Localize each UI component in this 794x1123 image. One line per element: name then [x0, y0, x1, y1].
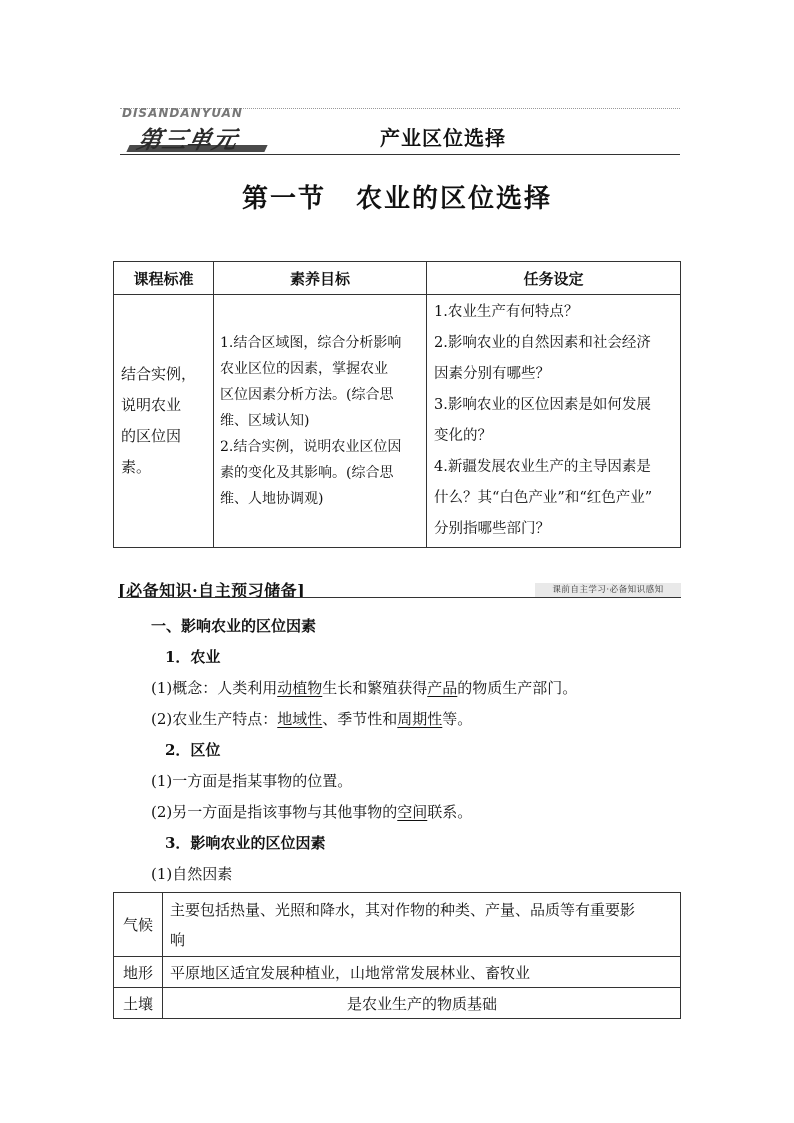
factor-key: 土壤	[114, 988, 163, 1019]
unit-label: 第三单元	[134, 126, 241, 154]
text-run: (2)农业生产特点：	[151, 710, 278, 728]
factor-line: 响	[170, 930, 186, 949]
text-run: (1)概念：人类利用	[151, 679, 278, 697]
knowledge-tag: 课前自主学习·必备知识感知	[535, 583, 681, 597]
subheading-location: 2．区位	[165, 741, 221, 759]
factor-value	[163, 988, 681, 1019]
factor-key: 地形	[114, 957, 163, 988]
goal-line: 农业区位的因素，掌握农业	[220, 361, 388, 377]
task-line: 3.影响农业的区位因素是如何发展	[434, 397, 651, 413]
agriculture-concept	[151, 678, 577, 698]
standard-line: 素。	[121, 458, 152, 476]
goal-line: 1.结合区域图，综合分析影响	[220, 335, 402, 351]
text-run: 的物质生产部门。	[457, 679, 578, 697]
underlined-answer: 空间	[397, 803, 428, 821]
banner-rule	[118, 597, 681, 598]
task-setting-cell	[427, 295, 681, 548]
task-line: 2.影响农业的自然因素和社会经济	[434, 335, 651, 351]
location-relation	[151, 802, 472, 822]
factor-row-terrain	[114, 957, 681, 988]
section-number: 第一节	[241, 184, 326, 214]
task-line: 分别指哪些部门？	[434, 521, 550, 537]
goal-line: 区位因素分析方法。(综合思	[220, 387, 394, 403]
standard-line: 结合实例，	[121, 365, 197, 383]
factor-key: 气候	[114, 893, 163, 957]
goal-line: 维、区域认知)	[220, 413, 310, 429]
section-title	[0, 178, 794, 215]
text-run: 、季节性和	[322, 710, 398, 728]
header-rule	[120, 154, 680, 155]
underlined-answer: 动植物	[277, 679, 323, 697]
task-line: 4.新疆发展农业生产的主导因素是	[434, 459, 651, 475]
task-line: 什么？其“白色产业”和“红色产业”	[434, 490, 653, 506]
standards-body-row	[114, 295, 681, 548]
natural-factors-table	[113, 892, 681, 1019]
header-literacy-goals: 素养目标	[214, 262, 427, 295]
header-course-standard: 课程标准	[114, 262, 214, 295]
literacy-goals-cell	[214, 295, 427, 548]
task-line: 1.农业生产有何特点？	[434, 304, 579, 320]
factor-row-soil	[114, 988, 681, 1019]
heading-factors: 一、影响农业的区位因素	[151, 617, 317, 635]
factor-line: 平原地区适宜发展种植业，山地常常发展林业、畜牧业	[170, 963, 531, 982]
task-line: 因素分别有哪些？	[434, 366, 550, 382]
underlined-answer: 地域性	[277, 710, 323, 728]
task-line: 变化的？	[434, 428, 492, 444]
standard-line: 的区位因	[121, 427, 182, 445]
natural-factors-label: (1)自然因素	[151, 865, 233, 883]
agriculture-features	[151, 709, 472, 729]
unit-title: 产业区位选择	[380, 126, 506, 150]
goal-line: 2.结合实例，说明农业区位因	[220, 439, 402, 455]
factor-line: 是农业生产的物质基础	[346, 994, 497, 1013]
unit-pinyin: DISANDANYUAN	[122, 106, 243, 120]
factor-line: 主要包括热量、光照和降水，其对作物的种类、产量、品质等有重要影	[170, 900, 636, 919]
knowledge-banner: [必备知识·自主预习储备]	[118, 581, 306, 600]
section-name: 农业的区位选择	[356, 184, 553, 214]
location-position: (1)一方面是指某事物的位置。	[151, 772, 353, 790]
factor-value	[163, 893, 681, 957]
standard-line: 说明农业	[121, 396, 182, 414]
text-run: 联系。	[427, 803, 473, 821]
goal-line: 维、人地协调观)	[220, 491, 324, 507]
text-run: 等。	[442, 710, 473, 728]
underlined-answer: 产品	[427, 679, 458, 697]
goal-line: 素的变化及其影响。(综合思	[220, 465, 394, 481]
subheading-location-factors: 3．影响农业的区位因素	[165, 834, 326, 852]
standards-header-row	[114, 262, 681, 295]
header-task-setting: 任务设定	[427, 262, 681, 295]
factor-row-climate	[114, 893, 681, 957]
subheading-agriculture: 1．农业	[165, 648, 221, 666]
text-run: (2)另一方面是指该事物与其他事物的	[151, 803, 398, 821]
text-run: 生长和繁殖获得	[322, 679, 428, 697]
factor-value	[163, 957, 681, 988]
underlined-answer: 周期性	[397, 710, 443, 728]
course-standard-cell	[114, 295, 214, 548]
standards-table	[113, 261, 681, 548]
